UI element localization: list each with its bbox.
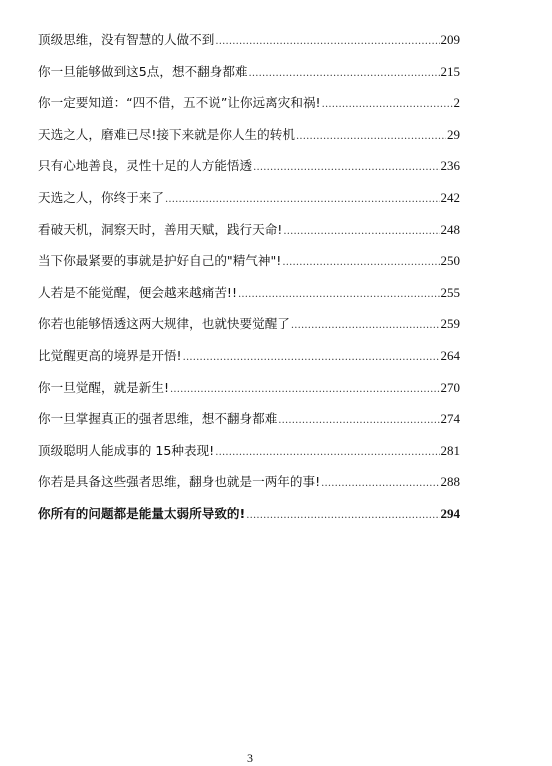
dot-leader: [165, 190, 440, 210]
toc-entry-title: 顶级思维，没有智慧的人做不到: [38, 32, 215, 47]
dot-leader: [322, 95, 453, 115]
toc-entry[interactable]: [38, 156, 460, 188]
toc-entry-title: 你若也能够悟透这两大规律，也就快要觉醒了: [38, 316, 290, 332]
page-number: 3: [247, 751, 253, 765]
toc-entry-page: 259: [440, 316, 460, 332]
toc-entry-page: 209: [440, 32, 460, 47]
toc-entry[interactable]: [38, 346, 460, 378]
table-of-contents: [38, 30, 460, 536]
toc-entry-title: 你一定要知道：“四不借，五不说”让你远离灾和祸!: [38, 95, 321, 111]
dot-leader: [253, 158, 439, 178]
toc-entry-page: 270: [440, 379, 460, 395]
toc-entry-title: 你若是具备这些强者思维，翻身也就是一两年的事!: [38, 474, 321, 490]
toc-entry-page: 288: [440, 474, 460, 490]
toc-entry-page: 250: [440, 253, 460, 269]
dot-leader: [170, 380, 440, 400]
dot-leader: [215, 443, 439, 463]
toc-entry-title: 你一旦掌握真正的强者思维，想不翻身都难: [38, 411, 278, 427]
toc-entry[interactable]: [38, 314, 460, 346]
toc-entry[interactable]: [38, 30, 460, 62]
toc-entry-page: 215: [440, 63, 460, 79]
toc-entry-page: 255: [440, 284, 460, 300]
dot-leader: [249, 64, 440, 84]
toc-entry-title: 顶级聪明人能成事的 15种表现!: [38, 442, 215, 458]
dot-leader: [183, 348, 440, 368]
toc-entry-page: 29: [447, 126, 460, 142]
dot-leader: [296, 127, 446, 147]
toc-entry[interactable]: [38, 220, 460, 252]
toc-entry[interactable]: [38, 62, 460, 94]
dot-leader: [321, 474, 439, 494]
toc-entry-page: 274: [440, 411, 460, 427]
toc-entry[interactable]: [38, 378, 460, 410]
toc-entry-title: 只有心地善良，灵性十足的人方能悟透: [38, 158, 253, 174]
dot-leader: [278, 411, 439, 431]
toc-entry-page: 281: [440, 442, 460, 458]
toc-entry[interactable]: [38, 441, 460, 473]
toc-entry-title: 比觉醒更高的境界是开悟!: [38, 347, 182, 363]
toc-entry[interactable]: [38, 283, 460, 315]
dot-leader: [283, 222, 439, 242]
toc-entry[interactable]: [38, 472, 460, 504]
toc-entry-page: 248: [440, 221, 460, 237]
dot-leader: [282, 253, 439, 273]
toc-entry[interactable]: [38, 409, 460, 441]
toc-entry-page: 264: [440, 347, 460, 363]
dot-leader: [246, 506, 439, 526]
toc-entry-title: 你所有的问题都是能量太弱所导致的!: [38, 505, 246, 521]
dot-leader: [291, 316, 440, 336]
toc-entry-title: 你一旦觉醒，就是新生!: [38, 379, 169, 395]
toc-entry[interactable]: [38, 93, 460, 125]
toc-entry[interactable]: [38, 188, 460, 220]
toc-entry-page: 242: [440, 189, 460, 205]
toc-entry[interactable]: [38, 504, 460, 536]
dot-leader: [238, 285, 439, 305]
toc-entry[interactable]: [38, 251, 460, 283]
dot-leader: [215, 32, 439, 52]
toc-entry-title: 人若是不能觉醒，便会越来越痛苦!!: [38, 284, 238, 300]
toc-entry-title: 天选之人，你终于来了: [38, 189, 164, 205]
toc-entry-page: 2: [453, 95, 460, 111]
toc-entry-page: 294: [440, 505, 460, 521]
toc-entry-title: 你一旦能够做到这5点，想不翻身都难: [38, 63, 248, 79]
toc-entry[interactable]: [38, 125, 460, 157]
toc-entry-title: 看破天机，洞察天时，善用天赋，践行天命!: [38, 221, 283, 237]
toc-entry-page: 236: [440, 158, 460, 174]
toc-entry-title: 天选之人，磨难已尽!接下来就是你人生的转机: [38, 126, 295, 142]
toc-entry-title: 当下你最紧要的事就是护好自己的"精气神"!: [38, 253, 282, 269]
